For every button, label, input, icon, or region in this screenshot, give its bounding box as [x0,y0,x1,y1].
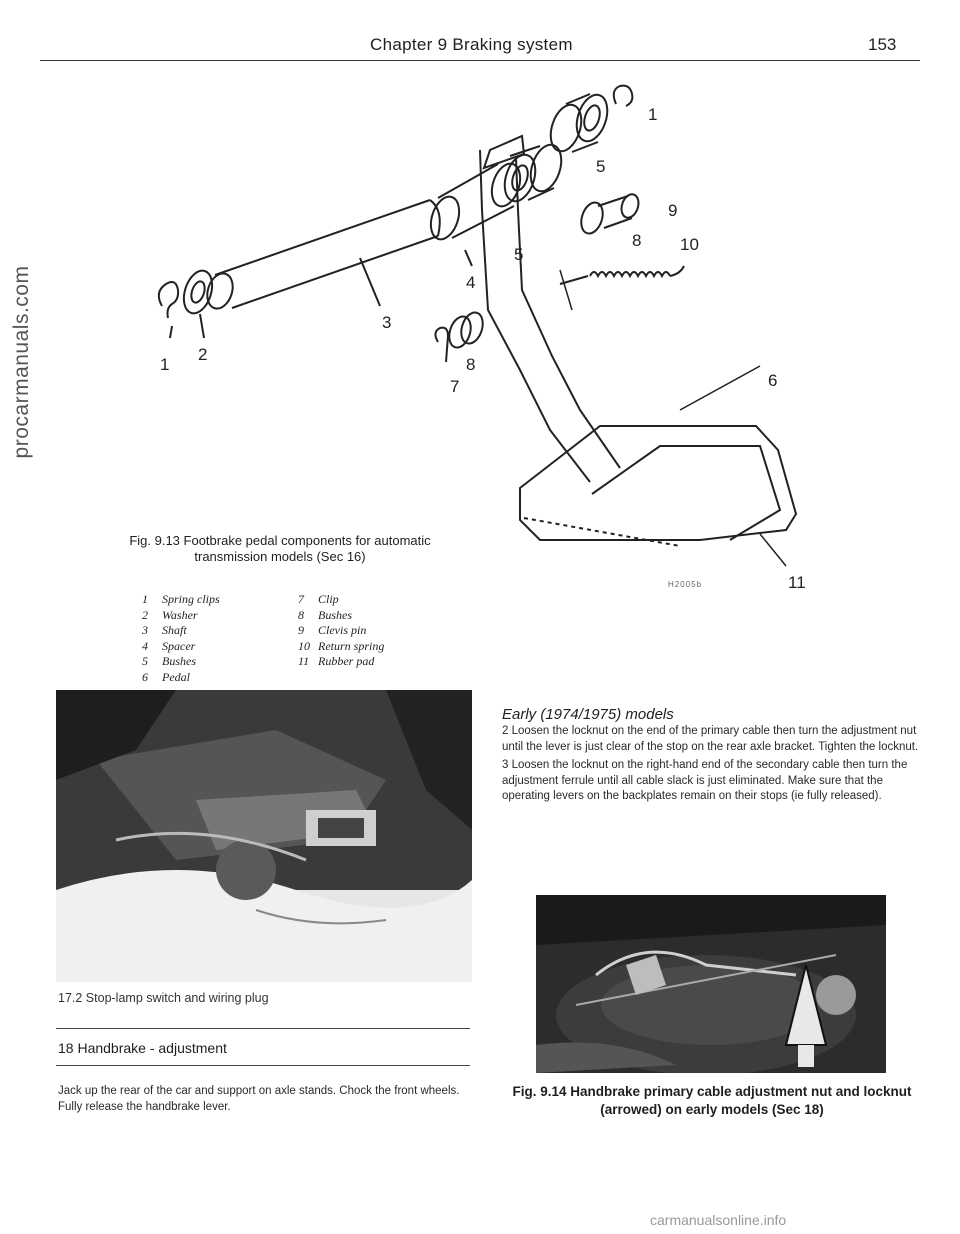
legend-item: 11 Rubber pad [298,654,375,668]
photo-stop-lamp-switch [56,690,472,982]
early-models-step-3: 3 Loosen the locknut on the right-hand end of the secondary cable then turn the adjustment ferrule until all cable slack is just eliminated. Make sure that the operating levers on the backplates remain on their stops (ie fully released). [502,759,908,802]
legend-item: 5 Bushes [142,654,196,668]
photo-172-caption: 17.2 Stop-lamp switch and wiring plug [58,991,269,1005]
callout-3: 3 [382,313,392,332]
callout-1-top: 1 [648,105,658,124]
legend-item: 3 Shaft [142,623,187,637]
legend-item: 6 Pedal [142,669,190,684]
pedal-exploded-diagram [120,70,820,590]
callout-2: 2 [198,345,208,364]
callout-10: 10 [680,235,699,254]
section-rule-top [56,1028,470,1029]
callout-5a: 5 [514,245,524,264]
legend-item: 10 Return spring [298,638,385,653]
callout-5b: 5 [596,157,606,176]
legend-item: 4 Spacer [142,638,196,653]
diagram-code: H2005b [668,580,703,589]
callout-6: 6 [768,371,778,390]
callout-11: 11 [788,573,806,590]
legend-item: 9 Clevis pin [298,623,367,637]
chapter-title: Chapter 9 Braking system [370,35,573,54]
early-models-step-2: 2 Loosen the locknut on the end of the primary cable then turn the adjustment nut until the lever is just clear of the stop on the rear axle bracket. Tighten the locknut. [502,725,919,753]
legend-left [142,592,220,685]
callout-1: 1 [160,355,170,374]
footer-watermark: carmanualsonline.info [650,1212,787,1228]
legend-item: 2 Washer [142,607,198,622]
figure-914-caption: Fig. 9.14 Handbrake primary cable adjustment nut and locknut (arrowed) on early models (Sec 18) [512,1084,912,1117]
photo-handbrake-cable [536,895,886,1073]
section-rule-bottom [56,1065,470,1066]
side-watermark: procarmanuals.com [10,265,33,459]
section-18-paragraph: Jack up the rear of the car and support on axle stands. Chock the front wheels. Fully release the handbrake lever. [58,1085,460,1113]
legend-item: 7 Clip [298,592,339,606]
callout-4: 4 [466,273,476,292]
callout-8a: 8 [466,355,476,374]
section-18-heading: 18 Handbrake - adjustment [58,1040,227,1056]
page-number: 153 [868,35,897,54]
callout-8b: 8 [632,231,642,250]
legend-item: 8 Bushes [298,607,352,622]
header-rule [40,60,920,61]
legend-item: 1 Spring clips [142,592,220,606]
figure-913-caption: Fig. 9.13 Footbrake pedal components for automatic transmission models (Sec 16) [129,533,431,564]
early-models-title: Early (1974/1975) models [502,706,674,723]
callout-9: 9 [668,201,678,220]
legend-right [298,592,384,670]
callout-7: 7 [450,377,460,396]
